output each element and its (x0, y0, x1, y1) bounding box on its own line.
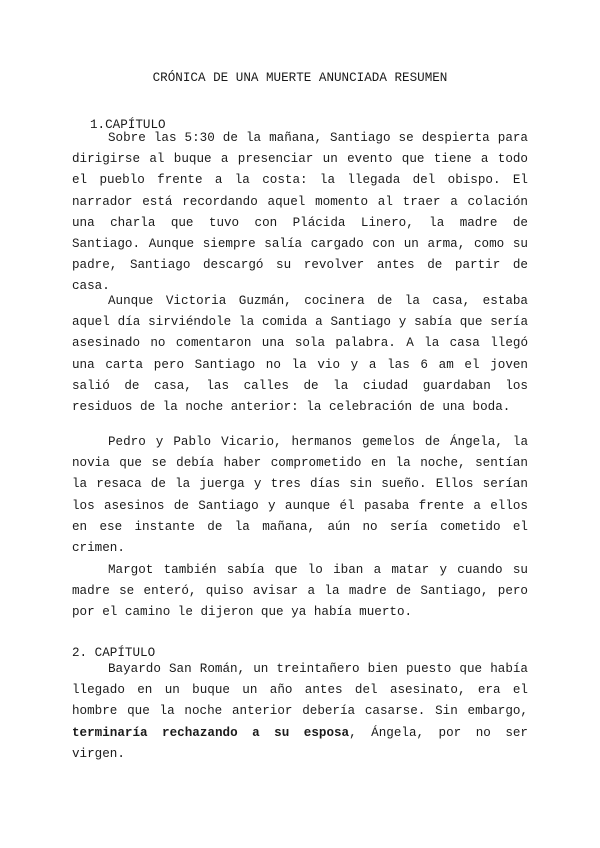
chapter-2-paragraph-1 (72, 659, 528, 765)
chapter-2-bold-phrase: terminaría rechazando a su esposa (72, 725, 350, 740)
chapter-2-paragraph-end: , Ángela, por no ser virgen. (72, 725, 528, 761)
chapter-2-heading: 2. CAPÍTULO (72, 646, 156, 660)
document-title: CRÓNICA DE UNA MUERTE ANUNCIADA RESUMEN (152, 71, 448, 85)
chapter-1-heading: 1.CAPÍTULO (90, 118, 166, 132)
chapter-1-paragraph-2: Aunque Victoria Guzmán, cocinera de la casa, estaba aquel día sirviéndole la comida a Santiago y sabía que sería asesinado no comentaron una sola palabra. A la casa llegó una carta pero Santiago no la vio y a las 6 am el joven salió de casa, las calles de la ciudad guardaban los residuos de la noche anterior: la celebración de una boda. (72, 294, 528, 415)
chapter-2-paragraph-start: Bayardo San Román, un treintañero bien puesto que había llegado en un buque un año antes del asesinato, era el hombre que la noche anterior debería casarse. Sin embargo, (72, 662, 528, 719)
chapter-1-paragraph-4: Margot también sabía que lo iban a matar y cuando su madre se enteró, quiso avisar a la madre de Santiago, pero por el camino le dijeron que ya había muerto. (72, 563, 528, 620)
chapter-1-paragraph-1: Sobre las 5:30 de la mañana, Santiago se despierta para dirigirse al buque a presenciar un evento que tiene a todo el pueblo frente a la costa: la llegada del obispo. El narrador está recordando aquel momento al traer a colación una charla que tuvo con Plácida Linero, la madre de Santiago. Aunque siempre salía cargado con un arma, como su padre, Santiago descargó su revolver antes de partir de casa. (72, 131, 528, 294)
chapter-1-paragraph-3: Pedro y Pablo Vicario, hermanos gemelos de Ángela, la novia que se debía haber comprometido en la noche, sentían la resaca de la juerga y tres días sin sueño. Ellos serían los asesinos de Santiago y aunque él pasaba frente a ellos en ese instante de la mañana, aún no sería cometido el crimen. (72, 435, 528, 556)
